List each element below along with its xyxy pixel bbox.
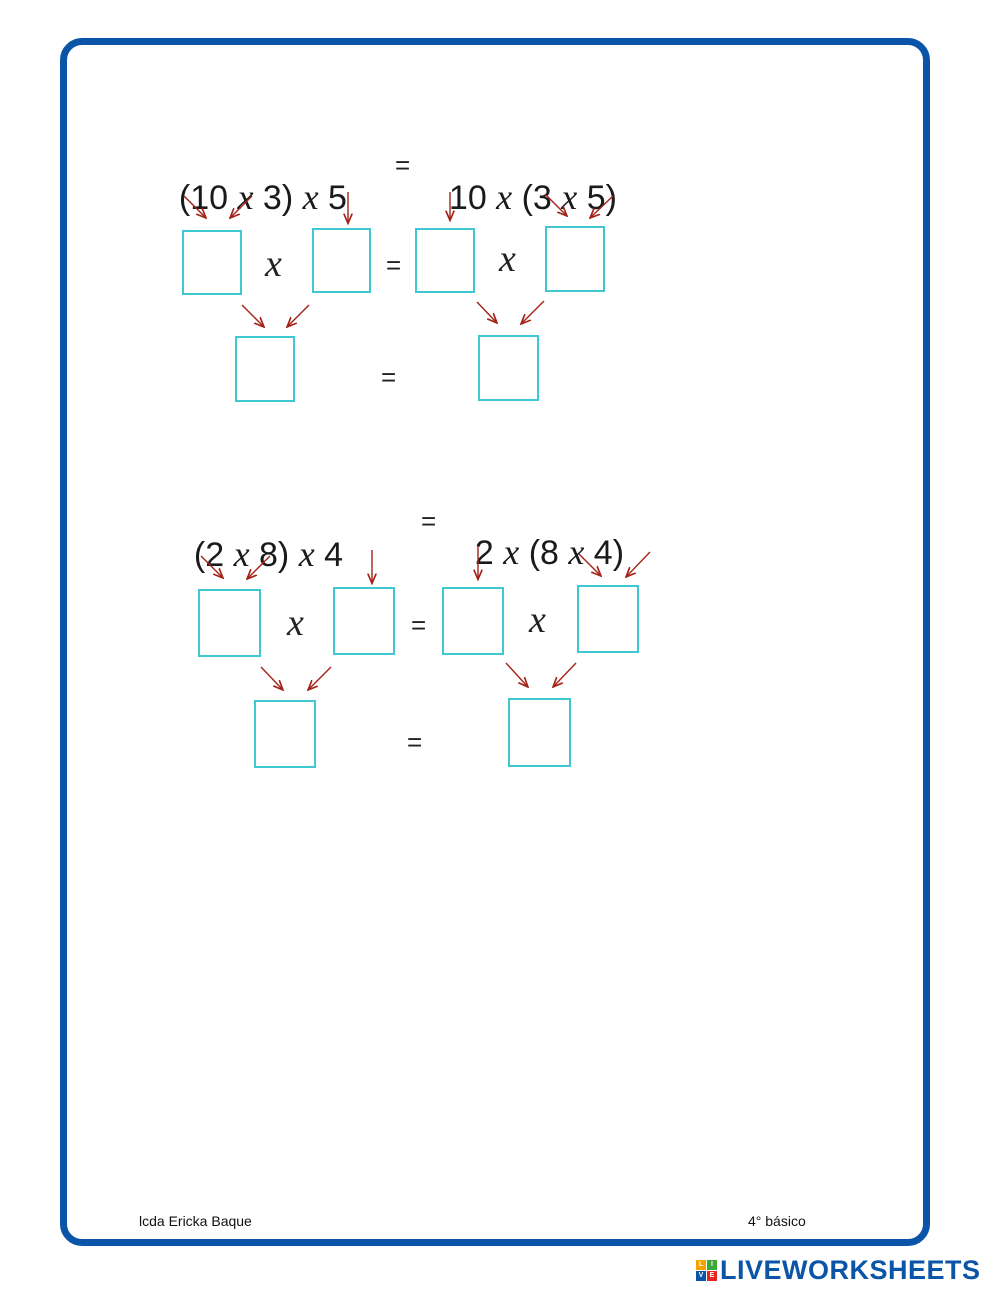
problem-1-box-b[interactable] bbox=[312, 228, 371, 293]
logo-tile: V bbox=[696, 1271, 706, 1281]
problem-2-box-c[interactable] bbox=[442, 587, 504, 655]
answer-input[interactable] bbox=[184, 232, 240, 293]
problem-1-right-expression: 10 x (3 x 5) bbox=[448, 177, 617, 217]
answer-input[interactable] bbox=[510, 700, 569, 765]
problem-1-times-right: x bbox=[499, 238, 516, 280]
problem-1-right-result-box[interactable] bbox=[478, 335, 539, 401]
problem-2-box-a[interactable] bbox=[198, 589, 261, 657]
problem-1-left-result-box[interactable] bbox=[235, 336, 295, 402]
answer-input[interactable] bbox=[314, 230, 369, 291]
answer-input[interactable] bbox=[480, 337, 537, 399]
problem-2-equals-bottom: = bbox=[407, 727, 423, 757]
brand-name: LIVEWORKSHEETS bbox=[720, 1254, 981, 1285]
problem-1-box-d[interactable] bbox=[545, 226, 605, 292]
answer-input[interactable] bbox=[579, 587, 637, 651]
problem-2-box-d[interactable] bbox=[577, 585, 639, 653]
problem-1-times-left: x bbox=[265, 243, 282, 285]
problem-1-box-a[interactable] bbox=[182, 230, 242, 295]
logo-tile: E bbox=[707, 1271, 717, 1281]
problem-2-right-expression: 2 x (8 x 4) bbox=[474, 532, 625, 572]
problem-1-box-c[interactable] bbox=[415, 228, 475, 293]
problem-2-left-result-box[interactable] bbox=[254, 700, 316, 768]
problem-2-right-result-box[interactable] bbox=[508, 698, 571, 767]
liveworksheets-logo bbox=[696, 1254, 981, 1286]
problem-2-equals-middle: = bbox=[411, 610, 427, 640]
problem-2-box-b[interactable] bbox=[333, 587, 395, 655]
answer-input[interactable] bbox=[547, 228, 603, 290]
problem-1-equals-top: = bbox=[395, 150, 411, 180]
answer-input[interactable] bbox=[444, 589, 502, 653]
footer-author: lcda Ericka Baque bbox=[139, 1213, 252, 1229]
brand-logo-icon bbox=[696, 1260, 717, 1281]
problem-2-equals-top: = bbox=[421, 506, 437, 536]
problem-1-equals-middle: = bbox=[386, 250, 402, 280]
answer-input[interactable] bbox=[200, 591, 259, 655]
footer-grade: 4° básico bbox=[748, 1213, 806, 1229]
problem-2-times-left: x bbox=[287, 602, 304, 644]
answer-input[interactable] bbox=[335, 589, 393, 653]
problem-2-times-right: x bbox=[529, 599, 546, 641]
problem-1-left-expression: (10 x 3) x 5 bbox=[178, 177, 347, 217]
answer-input[interactable] bbox=[237, 338, 293, 400]
answer-input[interactable] bbox=[256, 702, 314, 766]
logo-tile: I bbox=[707, 1260, 717, 1270]
problem-2-left-expression: (2 x 8) x 4 bbox=[193, 534, 344, 574]
problem-1-equals-bottom: = bbox=[381, 362, 397, 392]
logo-tile: L bbox=[696, 1260, 706, 1270]
answer-input[interactable] bbox=[417, 230, 473, 291]
